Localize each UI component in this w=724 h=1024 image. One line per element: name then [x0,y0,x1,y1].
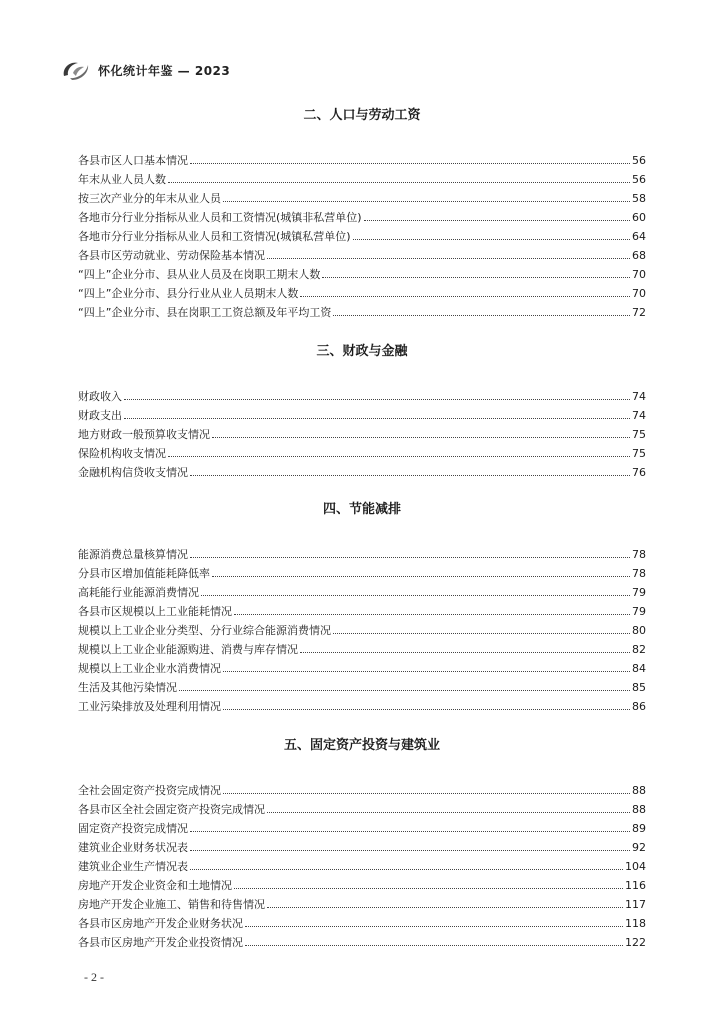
dot-leader [168,456,630,457]
dot-leader [267,258,630,259]
toc-entry-page: 117 [625,898,646,911]
toc-entry-title: 各地市分行业分指标从业人员和工资情况(城镇私营单位) [78,230,351,243]
toc-list [78,151,646,322]
dot-leader [124,399,630,400]
dot-leader [333,315,630,316]
toc-entry-page: 64 [632,230,646,243]
toc-entry[interactable] [78,914,646,933]
toc-entry[interactable] [78,425,646,444]
dot-leader [190,163,630,164]
toc-entry-title: 固定资产投资完成情况 [78,822,188,835]
toc-entry-page: 84 [632,662,646,675]
toc-entry-page: 88 [632,803,646,816]
toc-entry-title: 能源消费总量核算情况 [78,548,188,561]
dot-leader [245,926,623,927]
toc-entry-page: 76 [632,466,646,479]
toc-entry-page: 88 [632,784,646,797]
toc-entry-page: 56 [632,173,646,186]
dot-leader [300,296,630,297]
toc-entry-title: 各县市区房地产开发企业财务状况 [78,917,243,930]
toc-entry-title: “四上”企业分市、县在岗职工工资总额及年平均工资 [78,306,332,319]
dot-leader [124,418,630,419]
section-title: 二、人口与劳动工资 [303,108,421,123]
toc-entry[interactable] [78,444,646,463]
toc-entry[interactable] [78,697,646,716]
dot-leader [190,850,630,851]
toc-entry-page: 79 [632,605,646,618]
toc-entry-title: 全社会固定资产投资完成情况 [78,784,221,797]
toc-entry[interactable] [78,463,646,482]
toc-list [78,781,646,952]
dot-leader [234,888,623,889]
toc-entry[interactable] [78,564,646,583]
toc-entry-page: 82 [632,643,646,656]
toc-entry-title: “四上”企业分市、县分行业从业人员期末人数 [78,287,299,300]
section-title: 五、固定资产投资与建筑业 [283,738,440,753]
toc-entry-title: 各县市区规模以上工业能耗情况 [78,605,232,618]
dot-leader [212,576,630,577]
toc-entry-page: 79 [632,586,646,599]
toc-entry-title: 各县市区劳动就业、劳动保险基本情况 [78,249,265,262]
toc-entry-page: 86 [632,700,646,713]
dot-leader [333,633,630,634]
section-title: 三、财政与金融 [316,344,408,359]
page-number: - 2 - [84,970,104,984]
toc-entry-title: 财政收入 [78,390,122,403]
toc-entry[interactable] [78,246,646,265]
toc-entry-page: 80 [632,624,646,637]
toc-entry[interactable] [78,387,646,406]
toc-entry[interactable] [78,838,646,857]
dot-leader [190,869,623,870]
toc-entry[interactable] [78,621,646,640]
toc-entry-page: 72 [632,306,646,319]
toc-entry-page: 56 [632,154,646,167]
dot-leader [212,437,630,438]
toc-entry[interactable] [78,659,646,678]
toc-entry-page: 70 [632,268,646,281]
dot-leader [353,239,630,240]
toc-entry[interactable] [78,406,646,425]
dot-leader [234,614,630,615]
toc-entry[interactable] [78,151,646,170]
toc-entry-title: 按三次产业分的年末从业人员 [78,192,221,205]
toc-entry-title: 财政支出 [78,409,122,422]
toc-entry[interactable] [78,819,646,838]
section-fixed-asset-construction [78,736,646,952]
toc-entry[interactable] [78,640,646,659]
toc-entry-page: 75 [632,447,646,460]
toc-entry[interactable] [78,800,646,819]
dot-leader [223,793,630,794]
toc-entry[interactable] [78,678,646,697]
toc-entry[interactable] [78,545,646,564]
toc-entry[interactable] [78,227,646,246]
toc-entry-page: 74 [632,409,646,422]
toc-entry-page: 104 [625,860,646,873]
toc-entry-title: 各县市区全社会固定资产投资完成情况 [78,803,265,816]
toc-entry-title: 房地产开发企业施工、销售和待售情况 [78,898,265,911]
toc-entry[interactable] [78,170,646,189]
toc-entry-title: 工业污染排放及处理利用情况 [78,700,221,713]
toc-entry-page: 75 [632,428,646,441]
toc-entry[interactable] [78,303,646,322]
dot-leader [201,595,630,596]
toc-entry-page: 118 [625,917,646,930]
toc-entry-page: 60 [632,211,646,224]
dot-leader [245,945,623,946]
toc-entry-title: 高耗能行业能源消费情况 [78,586,199,599]
toc-entry-page: 78 [632,567,646,580]
section-title: 四、节能减排 [322,502,401,517]
page-header [60,58,230,82]
toc-entry-title: 规模以上工业企业水消费情况 [78,662,221,675]
dot-leader [364,220,630,221]
toc-entry[interactable] [78,876,646,895]
toc-entry[interactable] [78,895,646,914]
section-energy-saving [78,500,646,716]
toc-entry-title: 年末从业人员人数 [78,173,166,186]
toc-entry-page: 85 [632,681,646,694]
toc-entry-title: 房地产开发企业资金和土地情况 [78,879,232,892]
toc-list [78,387,646,482]
dot-leader [190,475,630,476]
dot-leader [267,907,623,908]
toc-entry-title: 规模以上工业企业分类型、分行业综合能源消费情况 [78,624,331,637]
dot-leader [322,277,630,278]
dot-leader [190,557,630,558]
section-population-labor [78,106,646,322]
dot-leader [190,831,630,832]
toc-entry[interactable] [78,208,646,227]
toc-entry[interactable] [78,583,646,602]
toc-entry-page: 70 [632,287,646,300]
toc-entry[interactable] [78,265,646,284]
yearbook-title: 怀化统计年鉴 — 2023 [98,63,231,78]
toc-entry-page: 92 [632,841,646,854]
toc-entry-title: 分县市区增加值能耗降低率 [78,567,210,580]
section-finance [78,342,646,482]
dot-leader [223,709,630,710]
toc-entry[interactable] [78,189,646,208]
toc-entry-title: 建筑业企业财务状况表 [78,841,188,854]
toc-entry[interactable] [78,602,646,621]
toc-entry[interactable] [78,933,646,952]
toc-list [78,545,646,716]
toc-entry-title: 保险机构收支情况 [78,447,166,460]
dot-leader [267,812,630,813]
toc-entry-page: 58 [632,192,646,205]
toc-entry-title: 生活及其他污染情况 [78,681,177,694]
toc-entry-title: 各地市分行业分指标从业人员和工资情况(城镇非私营单位) [78,211,362,224]
dot-leader [168,182,630,183]
dot-leader [300,652,630,653]
dot-leader [179,690,630,691]
toc-entry-title: 各县市区人口基本情况 [78,154,188,167]
toc-entry[interactable] [78,781,646,800]
dot-leader [223,671,630,672]
toc-entry-title: “四上”企业分市、县从业人员及在岗职工期末人数 [78,268,321,281]
toc-entry-title: 建筑业企业生产情况表 [78,860,188,873]
toc-entry-title: 规模以上工业企业能源购进、消费与库存情况 [78,643,298,656]
toc-entry-page: 78 [632,548,646,561]
toc-entry-page: 116 [625,879,646,892]
toc-entry[interactable] [78,857,646,876]
toc-entry-title: 各县市区房地产开发企业投资情况 [78,936,243,949]
toc-entry-page: 74 [632,390,646,403]
toc-entry-title: 金融机构信贷收支情况 [78,466,188,479]
toc-entry-page: 68 [632,249,646,262]
yearbook-logo-icon [60,59,92,81]
toc-entry-page: 89 [632,822,646,835]
toc-entry[interactable] [78,284,646,303]
toc-entry-title: 地方财政一般预算收支情况 [78,428,210,441]
dot-leader [223,201,630,202]
toc-entry-page: 122 [625,936,646,949]
